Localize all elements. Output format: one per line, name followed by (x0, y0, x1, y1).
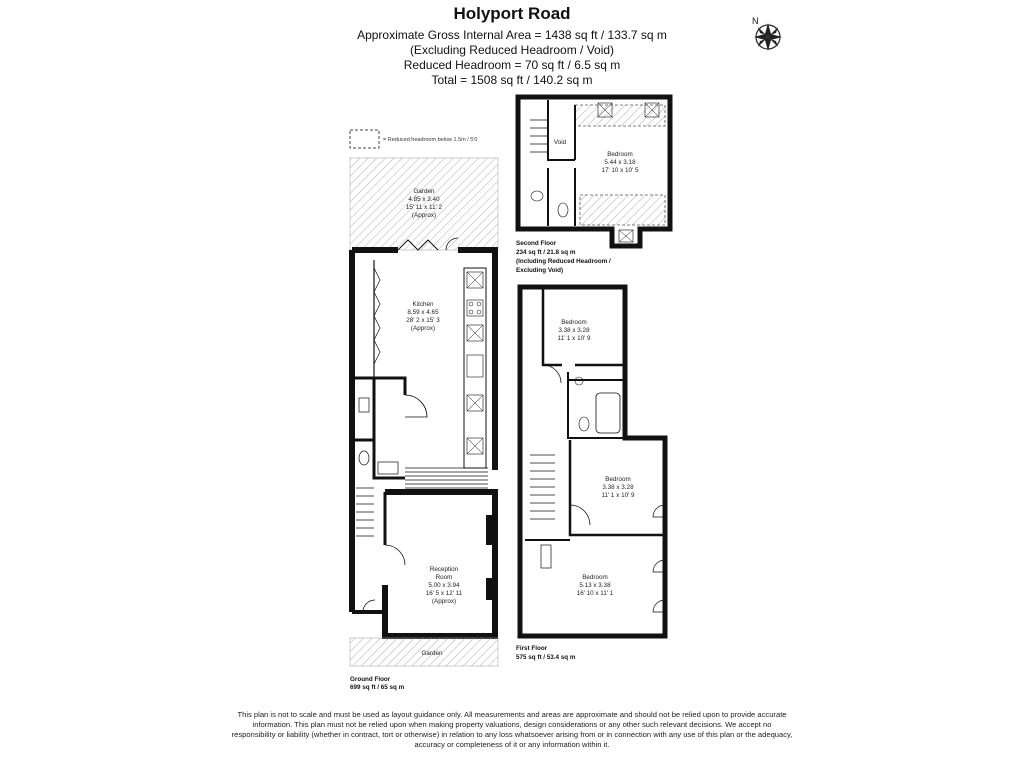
first-floor-label: First Floor (516, 645, 548, 652)
first-bedroom2-dims: 3.38 x 3.28 (602, 484, 634, 491)
excluding-note: (Excluding Reduced Headroom / Void) (409, 43, 615, 57)
gross-area-text: Approximate Gross Internal Area = 1438 sq ft / 133.7 sq m (357, 28, 667, 42)
compass-icon (752, 16, 782, 51)
ground-floor-label: Ground Floor (350, 676, 391, 683)
garden-name: Garden (413, 188, 435, 195)
kitchen-note: (Approx) (410, 325, 436, 332)
kitchen-name: Kitchen (412, 301, 434, 308)
plan-title: Holyport Road (453, 4, 571, 23)
kitchen-dims: 8.59 x 4.65 (407, 309, 439, 316)
second-floor-note1: (Including Reduced Headroom / (516, 258, 611, 265)
second-floor-area: 234 sq ft / 21.8 sq m (516, 249, 576, 256)
first-bedroom2-imperial: 11' 1 x 10' 9 (601, 492, 635, 499)
disclaimer-text: This plan is not to scale and must be used as layout guidance only. All measurements and areas are approximate and should not be relied upon to provide accurate information. This plan must not be relied upon when making property valuations, design considerations or any other such relevant decisions. We accept no responsibility or liability (whether in contract, tort or otherwise) in relation to any loss whatsoever arising from or in connection with any use of this plan or the adequacy, accuracy or completeness of it or any information within it. (231, 710, 793, 749)
ground-floor-area: 699 sq ft / 65 sq m (350, 684, 405, 691)
reception-note: (Approx) (431, 598, 457, 605)
second-floor-label: Second Floor (516, 240, 557, 247)
first-bedroom1-imperial: 11' 1 x 10' 9 (557, 335, 591, 342)
second-bedroom-imperial: 17' 10 x 10' 5 (601, 167, 639, 174)
first-bedroom1-name: Bedroom (561, 319, 587, 326)
reception-name-line2: Room (435, 574, 453, 581)
legend-swatch (350, 130, 379, 148)
second-bedroom-dims: 5.44 x 3.18 (604, 159, 636, 166)
second-bedroom-name: Bedroom (607, 151, 633, 158)
legend-text: = Reduced headroom below 1.5m / 5'0 (383, 137, 478, 143)
first-floor-area: 575 sq ft / 53.4 sq m (516, 654, 576, 661)
reception-imperial: 16' 5 x 12' 11 (425, 590, 463, 597)
void-label: Void (553, 139, 567, 146)
first-bedroom3-name: Bedroom (582, 574, 608, 581)
front-garden-label: Garden (421, 650, 443, 657)
garden-imperial: 15' 11 x 11' 2 (405, 204, 443, 211)
total-area-text: Total = 1508 sq ft / 140.2 sq m (431, 73, 593, 87)
first-bedroom1-dims: 3.38 x 3.28 (558, 327, 590, 334)
second-floor-note2: Excluding Void) (516, 267, 564, 274)
first-bedroom3-dims: 5.13 x 3.38 (579, 582, 611, 589)
reception-name: Reception (429, 566, 459, 573)
reduced-headroom-text: Reduced Headroom = 70 sq ft / 6.5 sq m (403, 58, 621, 72)
kitchen-imperial: 28' 2 x 15' 3 (406, 317, 440, 324)
reception-dims: 5.00 x 3.94 (428, 582, 460, 589)
garden-note: (Approx) (411, 212, 437, 219)
compass-north-label: N (752, 16, 759, 26)
garden-dims: 4.85 x 3.40 (408, 196, 440, 203)
first-bedroom3-imperial: 16' 10 x 11' 1 (576, 590, 614, 597)
first-bedroom2-name: Bedroom (605, 476, 631, 483)
